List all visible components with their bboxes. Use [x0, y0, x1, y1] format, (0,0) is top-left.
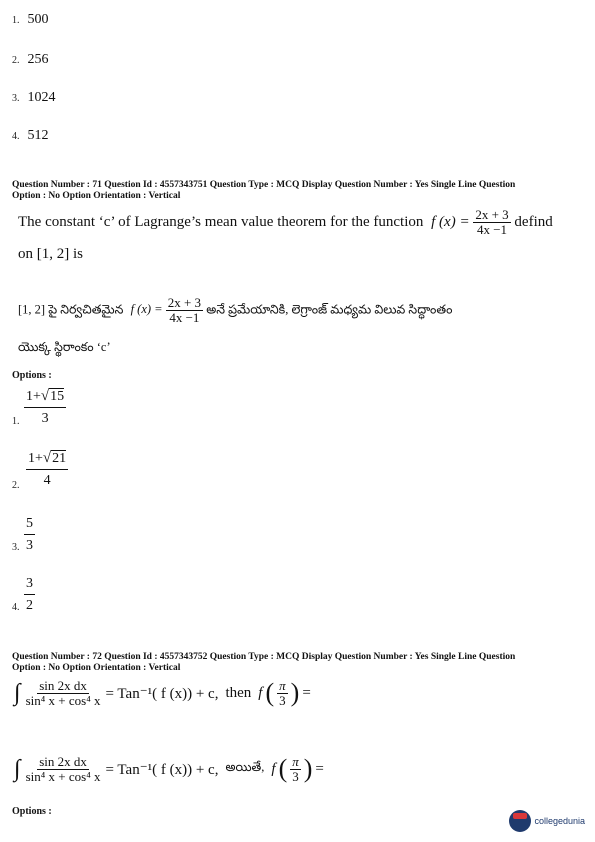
q71-telugu-line2: యొక్క స్థిరాంకం ‘c’	[18, 340, 111, 354]
q71-option-4[interactable]: $\frac{3}{2}$	[26, 576, 33, 613]
q71-telugu-question: [1, 2] పై నిర్వచితమైన f (x) = $\frac{2x + 3}{4x -1}$ అనే ప్రమేయానికి, లెగ్రాంజ్ మధ్యమ విలువ సిద్ధాంతం	[18, 295, 453, 325]
prev-option-1: 1. 500	[12, 12, 49, 27]
prev-option-2-value: 256	[27, 52, 49, 67]
q71-option-2[interactable]: $\frac{1+√21}{4}$	[28, 450, 67, 488]
q72-options-label: Options :	[12, 806, 52, 817]
q71-options-label: Options :	[12, 370, 52, 381]
prev-option-2: 2. 256	[12, 52, 49, 67]
prev-option-3: 3. 1024	[12, 90, 56, 105]
q71-meta: Question Number : 71 Question Id : 4557343751 Question Type : MCQ Display Question Number : Yes Single Line Question Option : No Option Orientation : Vertical	[12, 180, 516, 201]
q72-meta: Question Number : 72 Question Id : 4557343752 Question Type : MCQ Display Question Number : Yes Single Line Question Option : No Option Orientation : Vertical	[12, 652, 516, 673]
q71-option-4-number: 4.	[12, 602, 20, 613]
collegedunia-logo: collegedunia	[509, 810, 585, 832]
q71-english-line2: on [1, 2] is	[18, 246, 83, 262]
prev-option-1-value: 500	[27, 12, 49, 27]
q71-option-3[interactable]: $\frac{5}{3}$	[26, 516, 33, 553]
q71-option-3-number: 3.	[12, 542, 20, 553]
q71-option-2-number: 2.	[12, 480, 20, 491]
prev-option-4: 4. 512	[12, 128, 49, 143]
q72-en-integrand: $\frac{\text{sin 2x dx}}{\text{sin⁴ x + cos⁴ x}}$	[25, 677, 101, 708]
q72-te-integrand: $\frac{\text{sin 2x dx}}{\text{sin⁴ x + cos⁴ x}}$	[25, 753, 101, 784]
q71-en-fraction: $\frac{2x + 3}{4x -1}$	[475, 207, 509, 237]
collegedunia-logo-icon	[509, 810, 531, 832]
q71-option-1[interactable]: $\frac{1+√15}{3}$	[26, 388, 65, 426]
q71-english-question: The constant ‘c’ of Lagrange’s mean value theorem for the function f (x) = $\frac{2x + 3}{4x -1}$ defind	[18, 207, 553, 237]
q72-en-pi-fraction: $\frac{\pi}{3}$	[279, 677, 286, 708]
q71-te-fraction: $\frac{2x + 3}{4x -1}$	[167, 295, 202, 325]
q72-english-question: ∫ $\frac{\text{sin 2x dx}}{\text{sin⁴ x + cos⁴ x}}$ = Tan⁻¹( f (x)) + c, then f ( $\frac{\pi}{3}$ ) =	[14, 677, 311, 708]
prev-option-4-value: 512	[27, 128, 49, 143]
q72-te-pi-fraction: $\frac{\pi}{3}$	[292, 753, 299, 784]
prev-option-3-value: 1024	[27, 90, 56, 105]
q72-telugu-question: ∫ $\frac{\text{sin 2x dx}}{\text{sin⁴ x + cos⁴ x}}$ = Tan⁻¹( f (x)) + c, అయితే, f ( $\frac{\pi}{3}$ ) =	[14, 753, 324, 784]
q71-option-1-number: 1.	[12, 416, 20, 427]
